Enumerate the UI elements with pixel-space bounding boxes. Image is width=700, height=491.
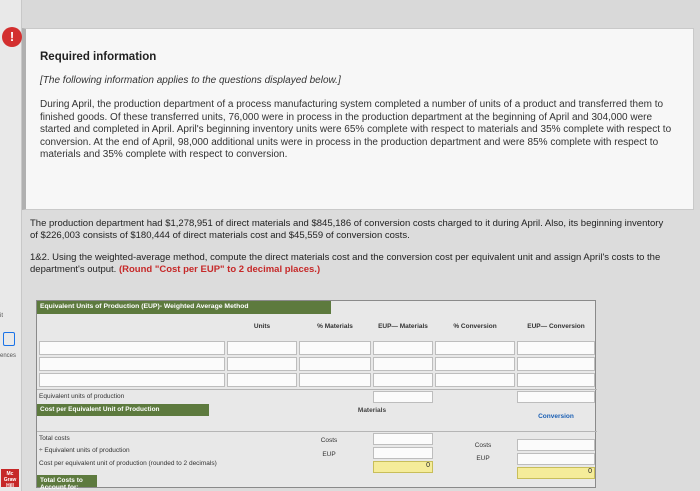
divider xyxy=(37,431,597,432)
row1-pct-conversion-input[interactable] xyxy=(435,341,515,355)
row3-units-input[interactable] xyxy=(227,373,297,387)
row3-pct-materials-input[interactable] xyxy=(299,373,371,387)
eup-conversion-total[interactable] xyxy=(517,391,595,403)
conversion-total-costs-input[interactable] xyxy=(517,439,595,451)
materials-eup-input[interactable] xyxy=(373,447,433,459)
materials-section-label: Materials xyxy=(357,407,387,414)
eup-row-label: Equivalent units of production xyxy=(39,393,125,400)
row2-pct-conversion-input[interactable] xyxy=(435,357,515,371)
cost-section-title: Cost per Equivalent Unit of Production xyxy=(37,404,209,416)
divider xyxy=(37,389,597,390)
info-body: During April, the production department of a process manufacturing system completed a number of units of a product and transferred them to finished goods. Of these transferred units, 76,000 were in process in the production department at the beginning of April and 304,000 were started and completed in April. April's beginning inventory units were 65% complete with respect to materials and 35% complete with respect to conversion. At the end of April, 98,000 additional units were in process in the production department and were 85% complete with respect to materials and 35% complete with respect to conversion. xyxy=(40,99,672,161)
required-information-card xyxy=(22,28,694,210)
alert-icon: ! xyxy=(2,27,22,47)
row1-units-input[interactable] xyxy=(227,341,297,355)
div-eup-label: ÷ Equivalent units of production xyxy=(39,447,130,454)
header-eup-materials: EUP— Materials xyxy=(378,323,428,330)
materials-cost-per-eu: 0 xyxy=(373,461,433,473)
row3-eup-conversion-input[interactable] xyxy=(517,373,595,387)
question-lead: 1&2. Using the weighted-average method, compute the direct materials cost and the conversion cost per equivalent unit and assign April's costs to the department's output. xyxy=(30,252,661,275)
row3-label-input[interactable] xyxy=(39,373,225,387)
row1-eup-materials-input[interactable] xyxy=(373,341,433,355)
row2-pct-materials-input[interactable] xyxy=(299,357,371,371)
row2-label-input[interactable] xyxy=(39,357,225,371)
row1-pct-materials-input[interactable] xyxy=(299,341,371,355)
table-title: Equivalent Units of Production (EUP)- Weighted Average Method xyxy=(37,301,331,314)
info-title: Required information xyxy=(40,51,157,63)
references-book-icon[interactable] xyxy=(3,332,15,346)
left-sidebar xyxy=(0,0,22,491)
row2-eup-materials-input[interactable] xyxy=(373,357,433,371)
question-area xyxy=(22,210,700,491)
row1-eup-conversion-input[interactable] xyxy=(517,341,595,355)
row2-eup-conversion-input[interactable] xyxy=(517,357,595,371)
conversion-eup-label: EUP xyxy=(476,455,490,462)
production-text: The production department had $1,278,951 of direct materials and $845,186 of conversion costs charged to it during April. Also, its beginning inventory of $226,003 consists of $180,444 of direct materials cost and $45,559 of conversion costs. xyxy=(30,218,664,241)
sidebar-label-top: it xyxy=(0,313,3,319)
sidebar-label-references[interactable]: ences xyxy=(0,353,17,359)
eup-table xyxy=(36,300,596,491)
row1-label-input[interactable] xyxy=(39,341,225,355)
materials-eup-label: EUP xyxy=(322,451,336,458)
row3-pct-conversion-input[interactable] xyxy=(435,373,515,387)
conversion-section-label: Conversion xyxy=(538,413,574,420)
publisher-logo: Mc Graw Hill xyxy=(1,469,19,487)
total-account-label: Total Costs to Account for: xyxy=(37,475,97,487)
header-units: Units xyxy=(253,323,271,330)
row2-units-input[interactable] xyxy=(227,357,297,371)
question-text xyxy=(30,252,680,275)
header-pct-materials: % Materials xyxy=(317,323,353,330)
header-eup-conversion: EUP— Conversion xyxy=(527,323,585,330)
row3-eup-materials-input[interactable] xyxy=(373,373,433,387)
conversion-costs-label: Costs xyxy=(474,442,492,449)
materials-costs-label: Costs xyxy=(320,437,338,444)
total-costs-label: Total costs xyxy=(39,435,70,442)
cost-per-eu-label: Cost per equivalent unit of production (rounded to 2 decimals) xyxy=(39,460,217,467)
header-pct-conversion: % Conversion xyxy=(453,323,497,330)
question-hint: (Round "Cost per EUP" to 2 decimal places.) xyxy=(118,263,321,275)
conversion-eup-input[interactable] xyxy=(517,453,595,465)
conversion-cost-per-eu: 0 xyxy=(517,467,595,479)
materials-total-costs-input[interactable] xyxy=(373,433,433,445)
info-note: [The following information applies to the questions displayed below.] xyxy=(40,75,341,86)
eup-materials-total[interactable] xyxy=(373,391,433,403)
